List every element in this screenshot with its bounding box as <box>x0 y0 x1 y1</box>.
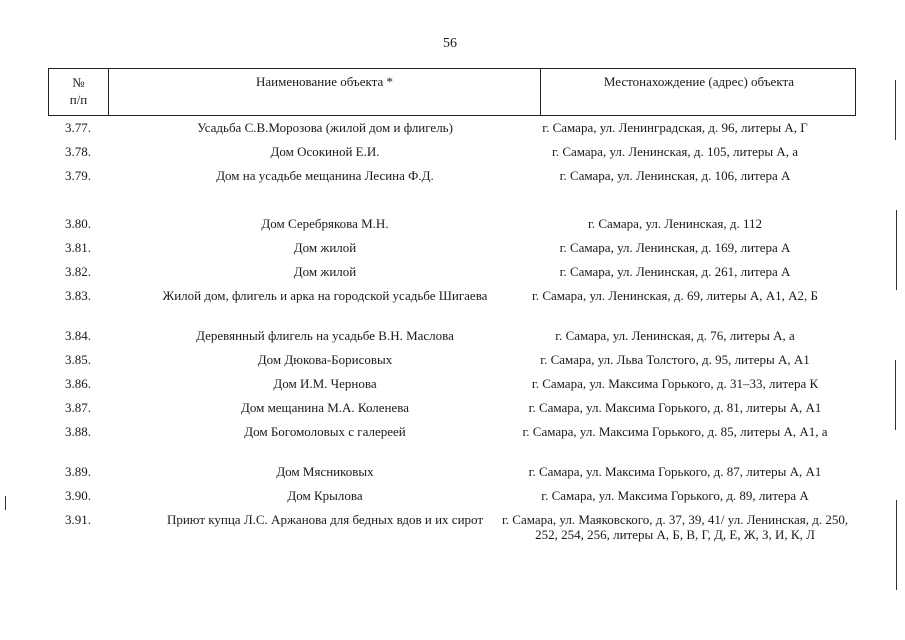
row-object-name: Усадьба С.В.Морозова (жилой дом и флигель) <box>197 120 453 135</box>
row-object-name: Дом И.М. Чернова <box>273 376 377 391</box>
row-number: 3.85. <box>65 352 91 367</box>
scan-edge-mark <box>895 360 896 430</box>
row-number: 3.90. <box>65 488 91 503</box>
row-number: 3.79. <box>65 168 91 183</box>
row-number: 3.88. <box>65 424 91 439</box>
row-object-name: Приют купца Л.С. Аржанова для бедных вдов и их сирот <box>166 512 484 527</box>
row-object-name: Дом Крылова <box>287 488 363 503</box>
row-object-name: Жилой дом, флигель и арка на городской усадьбе Шигаева <box>162 288 488 303</box>
row-object-name: Дом жилой <box>293 264 357 279</box>
row-object-name: Деревянный флигель на усадьбе В.Н. Маслова <box>196 328 454 343</box>
row-object-name: Дом Осокиной Е.И. <box>270 144 380 159</box>
row-object-address: г. Самара, ул. Льва Толстого, д. 95, литеры А, А1 <box>540 352 810 367</box>
row-object-address: г. Самара, ул. Ленинская, д. 169, литера А <box>559 240 791 255</box>
row-object-address: г. Самара, ул. Ленинская, д. 105, литеры А, а <box>551 144 799 159</box>
row-object-name: Дом жилой <box>293 240 357 255</box>
row-number: 3.78. <box>65 144 91 159</box>
row-object-name: Дом на усадьбе мещанина Лесина Ф.Д. <box>216 168 434 183</box>
row-object-address: г. Самара, ул. Ленинская, д. 112 <box>587 216 763 231</box>
row-object-address: г. Самара, ул. Максима Горького, д. 87, литеры А, А1 <box>528 464 822 479</box>
row-object-address: г. Самара, ул. Ленинская, д. 76, литеры А, а <box>555 328 795 343</box>
row-object-name: Дом Мясниковых <box>276 464 374 479</box>
row-number: 3.91. <box>65 512 91 527</box>
row-object-address: г. Самара, ул. Ленинская, д. 69, литеры А, А1, А2, Б <box>531 288 819 303</box>
row-number: 3.82. <box>65 264 91 279</box>
header-number: № п/п <box>49 69 109 115</box>
table-header <box>48 68 856 116</box>
header-object-address: Местонахождение (адрес) объекта <box>603 74 795 89</box>
scan-edge-mark <box>896 500 897 590</box>
row-object-address: г. Самара, ул. Максима Горького, д. 31–33, литера К <box>531 376 819 391</box>
row-number: 3.89. <box>65 464 91 479</box>
row-object-address: г. Самара, ул. Ленинская, д. 261, литера А <box>559 264 791 279</box>
row-object-address: г. Самара, ул. Максима Горького, д. 85, литеры А, А1, а <box>522 424 828 439</box>
row-number: 3.86. <box>65 376 91 391</box>
row-object-address: г. Самара, ул. Ленинская, д. 106, литера А <box>559 168 791 183</box>
scan-edge-mark <box>895 80 896 140</box>
row-object-address: г. Самара, ул. Максима Горького, д. 89, литера А <box>541 488 809 503</box>
row-object-name: Дом Серебрякова М.Н. <box>261 216 389 231</box>
row-number: 3.80. <box>65 216 91 231</box>
scan-edge-mark <box>5 496 6 510</box>
header-object-name: Наименование объекта * <box>109 69 541 115</box>
row-object-name: Дом Богомоловых с галереей <box>244 424 406 439</box>
row-object-address: г. Самара, ул. Ленинградская, д. 96, литеры А, Г <box>542 120 808 135</box>
row-number: 3.83. <box>65 288 91 303</box>
row-number: 3.77. <box>65 120 91 135</box>
row-object-name: Дом мещанина М.А. Коленева <box>240 400 410 415</box>
row-number: 3.87. <box>65 400 91 415</box>
row-number: 3.81. <box>65 240 91 255</box>
row-object-address: г. Самара, ул. Маяковского, д. 37, 39, 41/ ул. Ленинская, д. 250, 252, 254, 256, литеры А, Б, В, Г, Д, Е, Ж, З, И, К, Л <box>501 512 849 542</box>
row-number: 3.84. <box>65 328 91 343</box>
row-object-address: г. Самара, ул. Максима Горького, д. 81, литеры А, А1 <box>528 400 822 415</box>
row-object-name: Дом Дюкова-Борисовых <box>257 352 393 367</box>
scan-edge-mark <box>896 210 897 290</box>
page-number: 56 <box>443 36 457 51</box>
